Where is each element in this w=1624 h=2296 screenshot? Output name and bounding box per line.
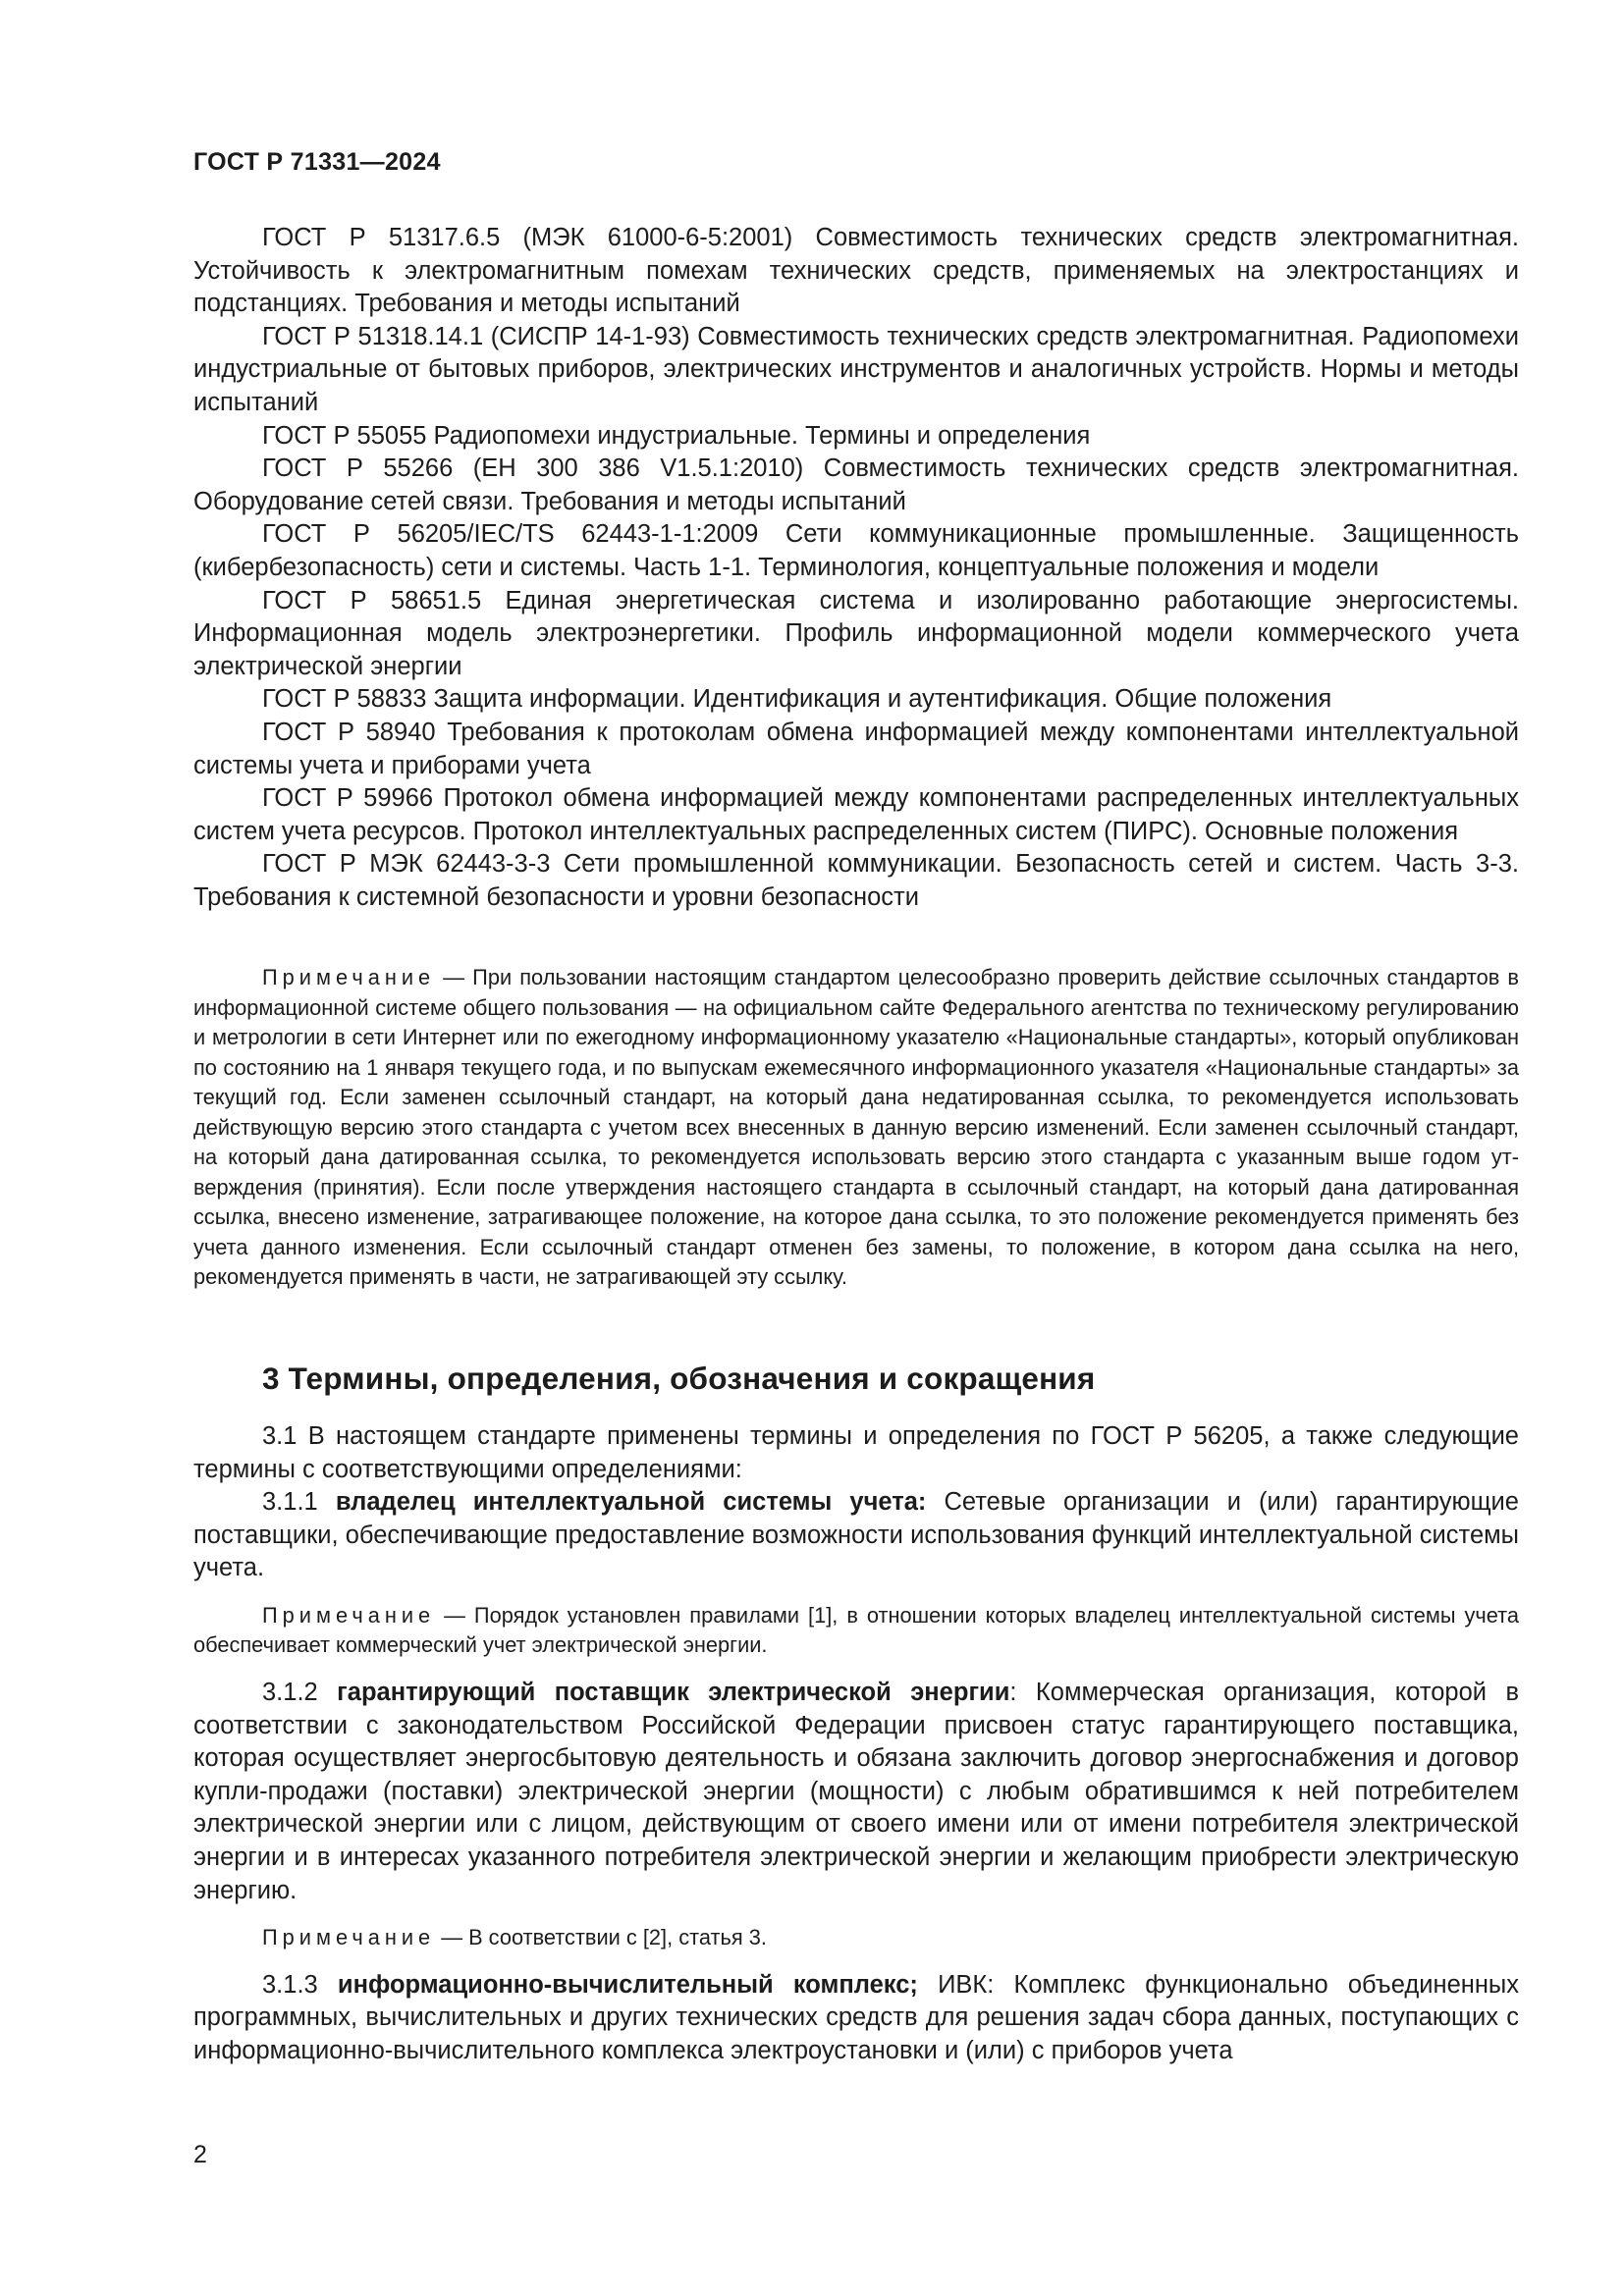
reference-entry: ГОСТ Р МЭК 62443-3-3 Сети промышленной коммуникации. Безопасность сетей и систем. Часть 3-3. Требования к системной безопасности и уровни безопасности — [193, 850, 1519, 911]
term-name: информационно-вычислительный комплекс; — [337, 1970, 918, 1999]
clause-3-1: 3.1 В настоящем стандарте применены термины и определения по ГОСТ Р 56205, а также следующие термины с соответствующими определениями: — [193, 1422, 1519, 1483]
note-text: — При пользовании настоящим стандартом целесообразно проверить действие ссылочных стандартов в информационной системе общего пользования — на официальном сайте Федерального агентства по техническому регулированию и метрологии в сети Интернет или по ежегодному информационному указателю «Национальные стандарты», который опубликован по состоянию на 1 января текущего года, и по выпускам ежемесячного информационного указателя «Национальные стандарты» за текущий год. Если заменен ссылочный стандарт, на который дана недатированная ссылка, то рекомендуется использовать действующую версию этого стандарта с учетом всех внесенных в данную версию изменений. Если заменен ссылочный стандарт, на который дана датированная ссылка, то рекомендуется использовать версию этого стандарта с указанным выше годом утверждения (принятия). Если после утверждения настоящего стандарта в ссылочный стандарт, на который дана датированная ссылка, внесено изменение, затрагивающее положение, на которое дана ссылка, то это положение рекомендуется применять без учета данного изменения. Если ссылочный стандарт отменен без замены, то положение, в котором дана ссылка на него, рекомендуется применять в части, не затрагивающей эту ссылку. — [193, 965, 1519, 1289]
reference-entry: ГОСТ Р 56205/IEC/TS 62443-1-1:2009 Сети коммуникационные промышленные. Защищенность (кибербезопасность) сети и системы. Часть 1-1. Терминология, концептуальные положения и модели — [193, 520, 1519, 581]
normative-references-list — [193, 222, 1519, 914]
reference-entry: ГОСТ Р 58940 Требования к протоколам обмена информацией между компонентами интеллектуальной системы учета и приборами учета — [193, 718, 1519, 779]
reference-entry: ГОСТ Р 58833 Защита информации. Идентификация и аутентификация. Общие положения — [262, 685, 1332, 714]
term-definition: Сетевые организации и (или) гарантирующие поставщики, обеспечивающие предоставление возможности использования функций интеллектуальной системы учета. — [193, 1488, 1519, 1582]
section-heading: 3 Термины, определения, обозначения и сокращения — [262, 1361, 1096, 1396]
document-header: ГОСТ Р 71331—2024 — [193, 148, 441, 176]
note-text: — В соответствии с [2], статья 3. — [441, 1925, 767, 1950]
reference-entry: ГОСТ Р 58651.5 Единая энергетическая система и изолированно работающие энергосистемы. Информационная модель электроэнергетики. Профиль информационной модели коммерческого учета электрической энергии — [193, 586, 1519, 680]
note-label: Примечание — [262, 1925, 436, 1950]
note-text: — Порядок установлен правилами [1], в отношении которых владелец интеллектуальной системы учета обеспечивает коммерческий учет электрической энергии. — [193, 1602, 1519, 1658]
reference-entry: ГОСТ Р 59966 Протокол обмена информацией между компонентами распределенных интеллектуальных систем учета ресурсов. Протокол интеллектуальных распределенных систем (ПИРС). Основные положения — [193, 784, 1519, 845]
references-note — [193, 963, 1519, 1293]
reference-entry: ГОСТ Р 51317.6.5 (МЭК 61000-6-5:2001) Совместимость технических средств электромагнитная. Устойчивость к электромагнитным помехам технических средств, применяемых на электростанциях и подстанциях. Требования и методы испытаний — [193, 224, 1519, 318]
term-note — [193, 1923, 1519, 1953]
term-note — [193, 1601, 1519, 1661]
term-name: гарантирующий поставщик электрической энергии — [337, 1678, 1010, 1706]
term-number: 3.1.3 — [262, 1970, 318, 1999]
note-label: Примечание — [262, 1602, 436, 1628]
reference-entry: ГОСТ Р 51318.14.1 (СИСПР 14-1-93) Совместимость технических средств электромагнитная. Радиопомехи индустриальные от бытовых приборов, электрических инструментов и аналогичных устройств. Нормы и методы испытаний — [193, 322, 1519, 416]
term-3-1-3 — [193, 1969, 1519, 2068]
section-body — [193, 1420, 1519, 2067]
reference-entry: ГОСТ Р 55266 (ЕН 300 386 V1.5.1:2010) Совместимость технических средств электромагнитная. Оборудование сетей связи. Требования и методы испытаний — [193, 454, 1519, 515]
term-number: 3.1.1 — [262, 1488, 318, 1517]
term-3-1-2 — [193, 1677, 1519, 1907]
page-number: 2 — [193, 2141, 207, 2168]
term-definition: : Коммерческая организация, которой в соответствии с законодательством Российской Федерации присвоен статус гарантирующего поставщика, которая осуществляет энергосбытовую деятельность и обязана заключить договор энергоснабжения и договор купли-продажи (поставки) электрической энергии (мощности) с любым обратившимся к ней потребителем электрической энергии или с лицом, действующим от своего имени или от имени потребителя электрической энергии и в интересах указанного потребителя электрической энергии и желающим приобрести электрическую энергию. — [193, 1678, 1519, 1904]
note-label: Примечание — [262, 965, 436, 989]
term-number: 3.1.2 — [262, 1678, 318, 1706]
reference-entry: ГОСТ Р 55055 Радиопомехи индустриальные. Термины и определения — [262, 421, 1091, 450]
term-definition: ИВК: Комплекс функционально объединенных программных, вычислительных и других технических средств для решения задач сбора данных, поступающих с информационно-вычислительного комплекса электроустановки и (или) с приборов учета — [193, 1970, 1519, 2064]
term-name: владелец интеллектуальной системы учета: — [335, 1488, 927, 1517]
term-3-1-1 — [193, 1486, 1519, 1585]
